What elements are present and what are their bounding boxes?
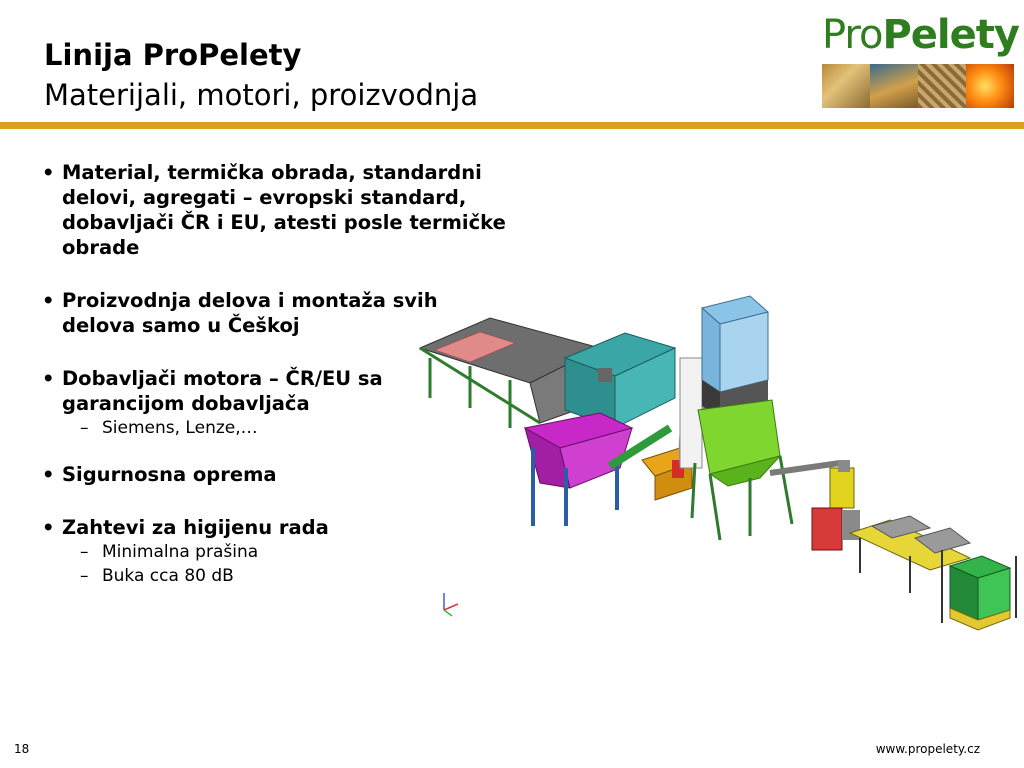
footer-url: www.propelety.cz — [875, 742, 980, 756]
bullet-item: • Zahtevi za higijenu rada — [42, 516, 329, 539]
pellet-line-3d-illustration — [410, 288, 1022, 640]
pellet-press — [812, 460, 860, 550]
bullet-item: • Dobavljači motora – ČR/EU sa garancijom dobavljača — [42, 367, 383, 415]
propelety-logo — [820, 12, 1019, 108]
bullet-item: • Proizvodnja delova i montaža svih delova samo u Češkoj — [42, 289, 438, 337]
header-divider — [0, 122, 1024, 129]
bullet-item: • Material, termička obrada, standardni delovi, agregati – evropski standard, dobavljači ČR i EU, atesti posle termičke obrade — [42, 161, 506, 259]
bullet-item: • Sigurnosna oprema — [42, 463, 277, 486]
slide-subtitle: Materijali, motori, proizvodnja — [44, 78, 479, 112]
magenta-hopper — [525, 413, 632, 526]
cyclone-tower — [702, 296, 768, 418]
slide-title: Linija ProPelety — [44, 38, 302, 72]
logo-photo-strip — [822, 64, 1014, 108]
sub-bullet-item: – Minimalna prašina — [80, 542, 259, 562]
sub-bullet-item: – Siemens, Lenze,… — [80, 418, 258, 438]
sub-bullet-item: – Buka cca 80 dB — [80, 566, 234, 586]
page-number: 18 — [14, 742, 30, 756]
axis-gizmo-icon — [444, 593, 458, 616]
logo-wordmark: ProPelety — [822, 12, 1019, 58]
